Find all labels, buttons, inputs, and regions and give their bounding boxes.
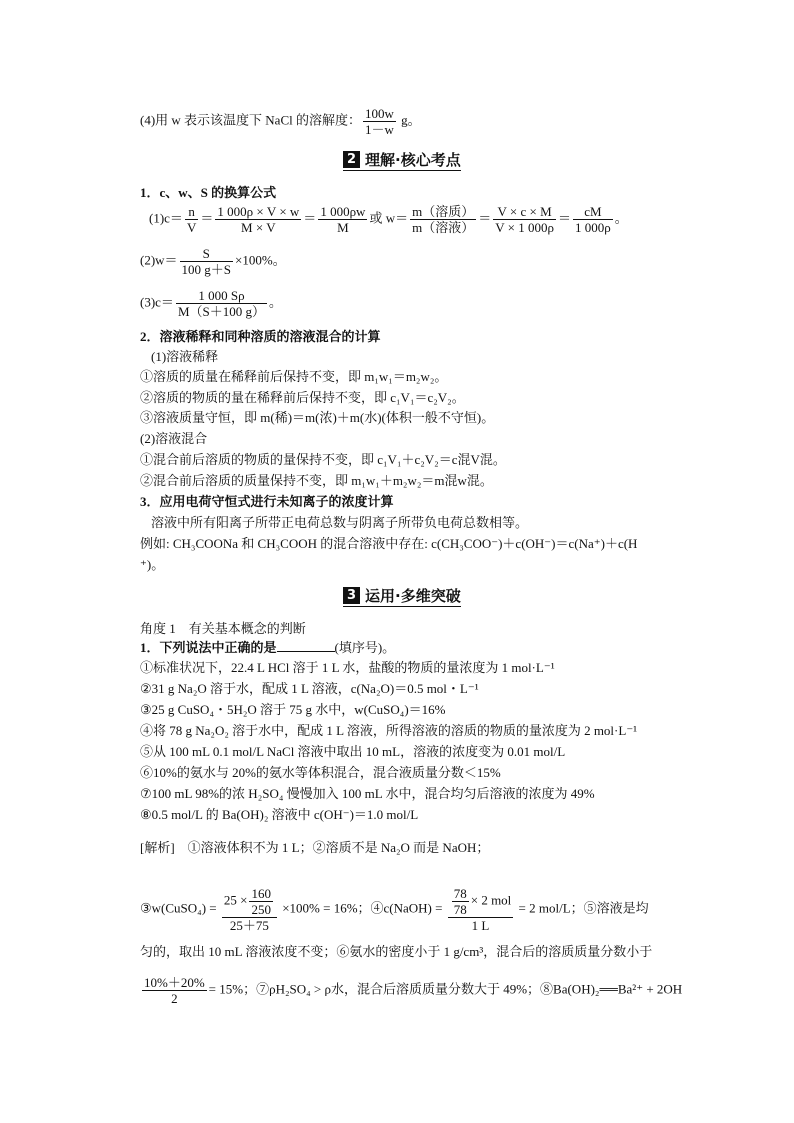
section-2-number: 2	[343, 151, 360, 168]
inner-fraction	[249, 886, 273, 917]
formula-label: (3)c＝	[140, 294, 174, 310]
analysis-text: ×100% = 16%；④c(NaOH) =	[282, 900, 443, 916]
frac-den: m（溶液）	[412, 220, 475, 235]
answer-blank[interactable]	[277, 639, 335, 652]
question-stem: 1．下列说法中正确的是	[140, 640, 277, 655]
equals: ＝	[557, 210, 571, 226]
frac-den: 25＋75	[229, 918, 269, 933]
fraction	[493, 204, 556, 235]
period: 。	[614, 210, 628, 226]
frac-den: V × 1 000ρ	[495, 220, 554, 235]
option-5: ⑤从 100 mL 0.1 mol/L NaCl 溶液中取出 10 mL，溶液的浓度变为 0.01 mol/L	[140, 744, 566, 759]
fraction	[318, 204, 367, 235]
frac-num: 1 000ρ × V × w	[217, 204, 300, 219]
frac-part: 25 ×	[223, 892, 248, 908]
frac-den: 1－w	[365, 122, 394, 137]
frac-den: 1 L	[471, 918, 490, 933]
equals: ＝	[303, 210, 317, 226]
option-8: ⑧0.5 mol/L 的 Ba(OH)₂ 溶液中 c(OH⁻)＝1.0 mol/L	[140, 807, 419, 822]
frac-den: 100 g＋S	[181, 262, 232, 277]
frac-den: M（S＋100 g）	[177, 304, 265, 319]
dilution-rule-3: ③溶液质量守恒，即 m(稀)＝m(浓)＋m(水)(体积一般不守恒)。	[140, 410, 495, 425]
section-3-label: 运用·多维突破	[365, 586, 461, 605]
question-1	[140, 639, 395, 657]
frac-den: 2	[171, 991, 178, 1006]
fraction	[185, 204, 198, 235]
frac-num: 78	[453, 886, 467, 901]
analysis-line-3: 匀的，取出 10 mL 溶液浓度不变；⑥氨水的密度小于 1 g/cm³，混合后的溶质质量分数小于	[140, 944, 653, 959]
frac-den: 78	[453, 902, 467, 917]
dilution-rule-1: ①溶质的质量在稀释前后保持不变，即 m₁w₁＝m₂w₂。	[140, 369, 448, 384]
frac-num: 100w	[365, 106, 394, 121]
option-6: ⑥10%的氨水与 20%的氨水等体积混合，混合液质量分数＜15%	[140, 765, 501, 780]
formula-label: (2)w＝	[140, 252, 178, 268]
frac-num: 160	[251, 886, 271, 901]
frac-num: 1 000 Sρ	[176, 288, 267, 304]
section-2-title	[343, 148, 461, 171]
section-3-number: 3	[343, 587, 360, 604]
fraction	[410, 204, 476, 235]
mixing-rule-1: ①混合前后溶质的物质的量保持不变，即 c₁V₁＋c₂V₂＝c混V混。	[140, 452, 506, 467]
frac-den: M	[337, 220, 349, 235]
formula-1	[149, 204, 628, 235]
naoh-fraction	[448, 886, 514, 933]
section-2-label: 理解·核心考点	[365, 150, 461, 169]
dilution-title: (1)溶液稀释	[151, 349, 219, 364]
formula-tail: ×100%。	[235, 252, 286, 268]
section-3-title	[343, 584, 461, 607]
angle-heading: 角度 1 有关基本概念的判断	[140, 621, 306, 636]
inner-fraction	[452, 886, 469, 917]
formula-label: (1)c＝	[149, 210, 183, 226]
formula-3	[140, 288, 282, 319]
frac-den: V	[186, 220, 197, 235]
mixing-rule-2: ②混合前后溶质的质量保持不变，即 m₁w₁＋m₂w₂＝m混w混。	[140, 473, 493, 488]
frac-num: cM	[573, 204, 613, 220]
equals: ＝	[478, 210, 492, 226]
frac-num: m（溶质）	[412, 204, 475, 219]
analysis-line-4	[140, 975, 682, 1006]
frac-num: n	[185, 204, 198, 220]
solubility-unit: g。	[397, 112, 421, 128]
solubility-fraction	[363, 106, 396, 137]
heading-2: 2．溶液稀释和同种溶质的溶液混合的计算	[140, 329, 381, 344]
equals: ＝	[200, 210, 214, 226]
frac-num: 1 000ρw	[320, 204, 366, 219]
fraction	[180, 246, 233, 277]
frac-den: 1 000ρ	[574, 220, 611, 235]
fraction	[176, 288, 267, 319]
frac-num: S	[180, 246, 233, 262]
fraction	[573, 204, 613, 235]
heading-3: 3．应用电荷守恒式进行未知离子的浓度计算	[140, 494, 394, 509]
charge-example-cont: ⁺)。	[140, 557, 165, 572]
frac-num: V × c × M	[493, 204, 556, 220]
cuso4-fraction	[222, 886, 277, 933]
frac-num	[222, 886, 277, 918]
formula-2	[140, 246, 286, 277]
formula-tail: 。	[268, 294, 282, 310]
frac-num: 10%＋20%	[144, 975, 205, 990]
question-tail: (填序号)。	[334, 640, 396, 655]
heading-1: 1．c、w、S 的换算公式	[140, 185, 277, 200]
ammonia-fraction	[142, 975, 207, 1006]
dilution-rule-2: ②溶质的物质的量在稀释前后保持不变，即 c₁V₁＝c₂V₂。	[140, 390, 465, 405]
mixing-title: (2)溶液混合	[140, 431, 208, 446]
frac-den: M × V	[241, 220, 276, 235]
option-3: ③25 g CuSO₄・5H₂O 溶于 75 g 水中，w(CuSO₄)＝16%	[140, 702, 446, 717]
frac-num	[448, 886, 514, 918]
analysis-text: = 2 mol/L；⑤溶液是均	[518, 900, 649, 916]
option-2: ②31 g Na₂O 溶于水，配成 1 L 溶液，c(Na₂O)＝0.5 mol・L⁻¹	[140, 681, 479, 696]
option-1: ①标准状况下，22.4 L HCl 溶于 1 L 水，盐酸的物质的量浓度为 1 mol·L⁻¹	[140, 660, 555, 675]
or-text: 或 w＝	[369, 210, 409, 226]
analysis-label: ③w(CuSO₄) =	[140, 900, 217, 916]
option-7: ⑦100 mL 98%的浓 H₂SO₄ 慢慢加入 100 mL 水中，混合均匀后溶液的浓度为 49%	[140, 786, 595, 801]
charge-example: 例如: CH₃COONa 和 CH₃COOH 的混合溶液中存在: c(CH₃COO⁻)＋c(OH⁻)＝c(Na⁺)＋c(H	[140, 536, 638, 551]
charge-rule: 溶液中所有阳离子所带正电荷总数与阴离子所带负电荷总数相等。	[151, 515, 529, 530]
analysis-text: = 15%；⑦ρH₂SO₄ > ρ水，混合后溶质质量分数大于 49%；⑧Ba(OH)₂══Ba²⁺ + 2OH	[208, 981, 683, 997]
analysis-line-1: [解析] ①溶液体积不为 1 L；②溶质不是 Na₂O 而是 NaOH；	[140, 840, 490, 855]
fraction	[215, 204, 301, 235]
solubility-text: (4)用 w 表示该温度下 NaCl 的溶解度：	[140, 112, 361, 128]
frac-part: × 2 mol	[470, 892, 512, 908]
analysis-line-2	[140, 886, 649, 933]
frac-den: 250	[251, 902, 271, 917]
solubility-line	[140, 106, 421, 137]
option-4: ④将 78 g Na₂O₂ 溶于水中，配成 1 L 溶液，所得溶液的溶质的物质的量浓度为 2 mol·L⁻¹	[140, 723, 638, 738]
